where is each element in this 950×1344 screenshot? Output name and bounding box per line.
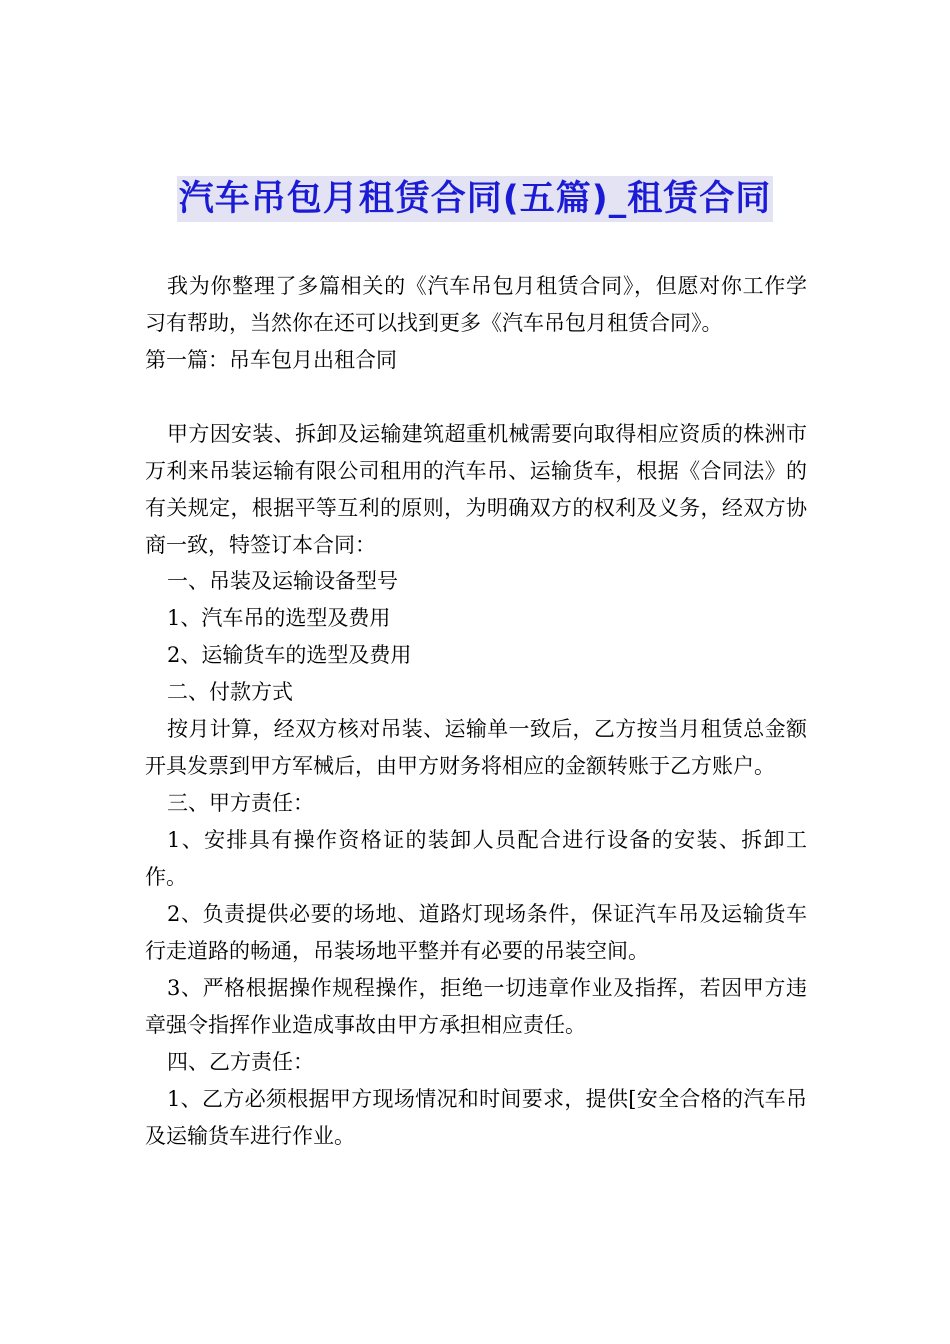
- section-4-heading: 四、乙方责任：: [167, 1050, 314, 1074]
- section-1-heading: 一、吊装及运输设备型号: [167, 569, 398, 593]
- section-heading-first: 第一篇：吊车包月出租合同: [145, 348, 397, 372]
- title-wrap: [0, 176, 950, 222]
- preamble-block: [145, 416, 807, 564]
- section-3-item-1: 1、安排具有操作资格证的装卸人员配合进行设备的安装、拆卸工作。: [145, 828, 807, 889]
- preamble-paragraph: 甲方因安装、拆卸及运输建筑超重机械需要向取得相应资质的株洲市万利来吊装运输有限公司租用的汽车吊、运输货车，根据《合同法》的有关规定，根据平等互利的原则，为明确双方的权利及义务，经双方协商一致，特签订本合同：: [145, 422, 807, 557]
- contract-sections: [145, 563, 807, 1155]
- section-3-item-3: 3、严格根据操作规程操作，拒绝一切违章作业及指挥，若因甲方违章强令指挥作业造成事故由甲方承担相应责任。: [145, 976, 807, 1037]
- section-2-text: 按月计算，经双方核对吊装、运输单一致后，乙方按当月租赁总金额开具发票到甲方军械后，由甲方财务将相应的金额转账于乙方账户。: [145, 717, 807, 778]
- section-2-heading: 二、付款方式: [167, 680, 293, 704]
- intro-block: [145, 268, 807, 379]
- intro-paragraph: 我为你整理了多篇相关的《汽车吊包月租赁合同》，但愿对你工作学习有帮助，当然你在还可以找到更多《汽车吊包月租赁合同》。: [145, 274, 807, 335]
- section-4-item-1: 1、乙方必须根据甲方现场情况和时间要求，提供[安全合格的汽车吊及运输货车进行作业。: [145, 1087, 807, 1148]
- section-1-item-1: 1、汽车吊的选型及费用: [167, 606, 391, 630]
- section-3-heading: 三、甲方责任：: [167, 791, 314, 815]
- section-1-item-2: 2、运输货车的选型及费用: [167, 643, 412, 667]
- section-3-item-2: 2、负责提供必要的场地、道路灯现场条件，保证汽车吊及运输货车行走道路的畅通，吊装场地平整并有必要的吊装空间。: [145, 902, 807, 963]
- document-title: 汽车吊包月租赁合同(五篇)_租赁合同: [177, 176, 774, 222]
